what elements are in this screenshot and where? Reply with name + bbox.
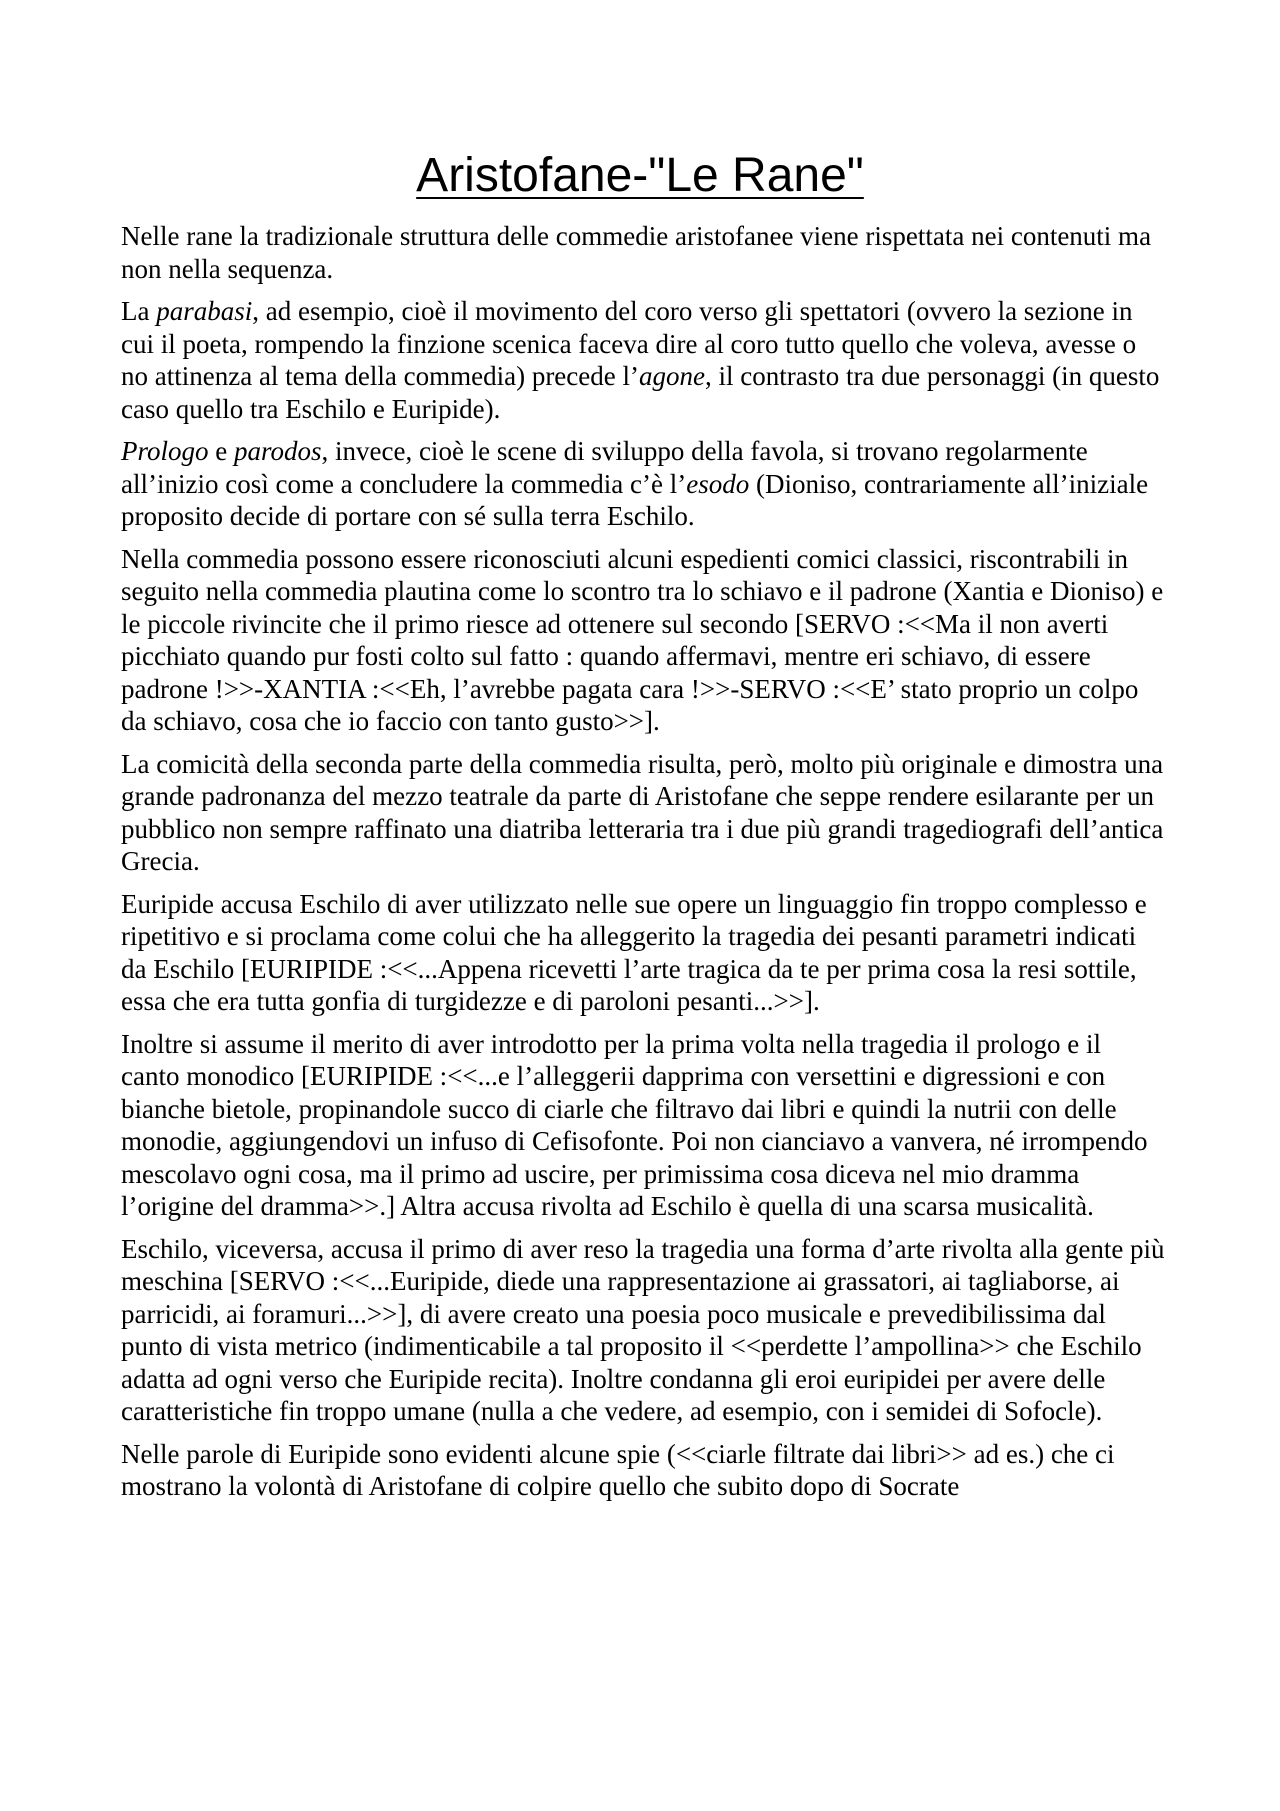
paragraph-3 xyxy=(121,435,1166,533)
paragraph-1: Nelle rane la tradizionale struttura delle commedie aristofanee viene rispettata nei contenuti ma non nella sequenza. xyxy=(121,221,1152,284)
paragraph-2-text-c: , ad esempio, cioè il movimento del coro verso gli spettatori (ovvero la sezione in cui il poeta, rompendo la finzione scenica faceva dire al coro tutto quello che voleva, avesse o no attinenza al tema della commedia) precede l’ xyxy=(121,296,1137,391)
paragraph-4: Nella commedia possono essere riconosciuti alcuni espedienti comici classici, riscontrabili in seguito nella commedia plautina come lo scontro tra lo schiavo e il padrone (Xantia e Dioniso) e le piccole rivincite che il primo riesce ad ottenere sul secondo [SERVO :<<Ma il non averti picchiato quando pur fosti colto sul fatto : quando affermavi, mentre eri schiavo, di essere padrone !>>-XANTIA :<<Eh, l’avrebbe pagata cara !>>-SERVO :<<E’ stato proprio un colpo da schiavo, cosa che io faccio con tanto gusto>>]. xyxy=(121,543,1164,736)
paragraph-8: Eschilo, viceversa, accusa il primo di aver reso la tragedia una forma d’arte rivolta alla gente più meschina [SERVO :<<...Euripide, diede una rappresentazione ai grassatori, ai tagliaborse, ai parricidi, ai foramuri...>>], di avere creato una poesia poco musicale e prevedibilissima dal punto di vista metrico (indimenticabile a tal proposito il <<perdette l’ampollina>> che Eschilo adatta ad ogni verso che Euripide recita). Inoltre condanna gli eroi euripidei per avere delle caratteristiche fin troppo umane (nulla a che vedere, ad esempio, con i semidei di Sofocle). xyxy=(121,1233,1165,1426)
document-title: Aristofane-"Le Rane" xyxy=(416,149,864,202)
term-esodo: esodo xyxy=(686,468,750,499)
term-parodos: parodos xyxy=(233,436,322,466)
paragraph-6: Euripide accusa Eschilo di aver utilizzato nelle sue opere un linguaggio fin troppo complesso e ripetitivo e si proclama come colui che ha alleggerito la tragedia dei pesanti parametri indicati da Eschilo [EURIPIDE :<<...Appena ricevetti l’arte tragica da te per prima cosa la resi sottile, essa che era tutta gonfia di turgidezze e di paroloni pesanti...>>]. xyxy=(121,888,1147,1016)
document-body xyxy=(121,220,1166,1513)
paragraph-3-text-d: , invece, cioè le scene di sviluppo della favola, si trovano regolarmente all’inizio così come a concludere la commedia c’è l’ xyxy=(121,436,1088,499)
term-agone: agone xyxy=(638,361,705,391)
paragraph-7: Inoltre si assume il merito di aver introdotto per la prima volta nella tragedia il prologo e il canto monodico [EURIPIDE :<<...e l’alleggerii dapprima con versettini e digressioni e con bianche bietole, propinandole succo di ciarle che filtravo dai libri e quindi la nutrii con delle monodie, aggiungendovi un infuso di Cefisofonte. Poi non cianciavo a vanvera, né irrompendo mescolavo ogni cosa, ma il primo ad uscire, per primissima cosa diceva nel mio dramma l’origine del dramma>>.] Altra accusa rivolta ad Eschilo è quella di una scarsa musicalità. xyxy=(121,1028,1148,1221)
term-prologo: Prologo xyxy=(121,436,209,466)
paragraph-5: La comicità della seconda parte della commedia risulta, però, molto più originale e dimostra una grande padronanza del mezzo teatrale da parte di Aristofane che seppe rendere esilarante per un pubblico non sempre raffinato una diatriba letteraria tra i due più grandi tragediografi dell’antica Grecia. xyxy=(121,748,1164,876)
paragraph-3-text-f: (Dioniso, contrariamente all’iniziale proposito decide di portare con sé sulla terra Eschilo. xyxy=(121,468,1149,531)
paragraph-2 xyxy=(121,295,1166,425)
paragraph-2-text-e: , il contrasto tra due personaggi (in questo caso quello tra Eschilo e Euripide). xyxy=(121,361,1160,424)
paragraph-9: Nelle parole di Euripide sono evidenti alcune spie (<<ciarle filtrate dai libri>> ad es.) che ci mostrano la volontà di Aristofane di colpire quello che subito dopo di Socrate xyxy=(121,1438,1115,1501)
term-parabasi: parabasi xyxy=(156,296,253,326)
paragraph-3-text-b: e xyxy=(208,436,234,466)
paragraph-2-text-a: La xyxy=(121,296,157,326)
